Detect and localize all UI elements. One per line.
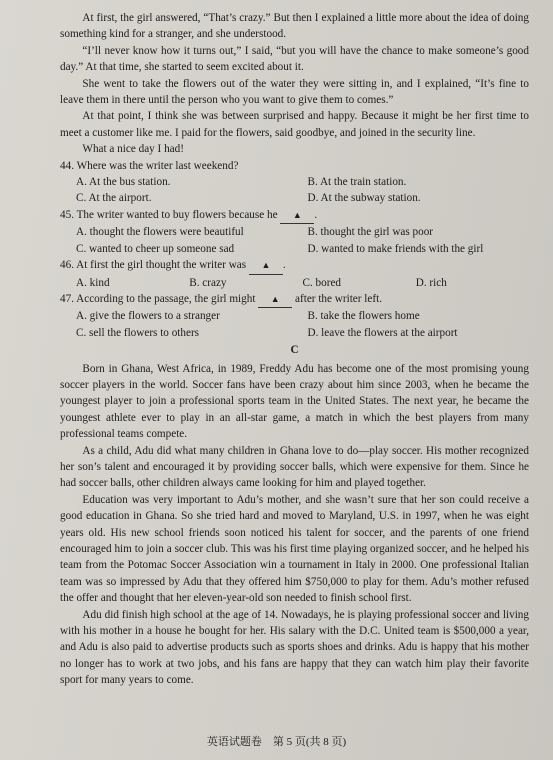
option-a: A. At the bus station. bbox=[76, 176, 171, 189]
question-stem: 46. At first the girl thought the writer was ▲ . bbox=[60, 257, 529, 274]
triangle-icon: ▲ bbox=[292, 209, 302, 220]
question-stem: 47. According to the passage, the girl might ▲ after the writer left. bbox=[60, 291, 529, 308]
option-c: C. bored bbox=[302, 276, 342, 289]
option-a: A. thought the flowers were beautiful bbox=[76, 226, 244, 239]
paragraph: At first, the girl answered, “That’s crazy.” But then I explained a little more about the idea of doing something kind for a stranger, and she understood. bbox=[60, 12, 529, 41]
question-46 bbox=[60, 257, 529, 291]
option-b: B. thought the girl was poor bbox=[307, 226, 434, 239]
option-c: C. sell the flowers to others bbox=[76, 326, 200, 339]
passage-c bbox=[60, 361, 529, 689]
question-45 bbox=[60, 207, 529, 257]
paragraph: Born in Ghana, West Africa, in 1989, Freddy Adu has become one of the most promising young soccer players in the world. Soccer fans have been crazy about him since 2003, when he became the youngest player to join a professional sports team in the United States. The next year, he became the youngest athlete ever to play in an all-star game, a match in which the best players from many professional teams compete. bbox=[60, 362, 529, 441]
option-b: B. take the flowers home bbox=[307, 310, 420, 323]
triangle-icon: ▲ bbox=[261, 260, 271, 271]
page-footer: 英语试题卷 第 5 页(共 8 页) bbox=[206, 735, 347, 748]
options bbox=[60, 174, 529, 207]
passage-b-ending bbox=[60, 10, 529, 158]
option-c: C. wanted to cheer up someone sad bbox=[76, 242, 235, 255]
paragraph: What a nice day I had! bbox=[82, 143, 184, 156]
option-d: D. leave the flowers at the airport bbox=[307, 326, 458, 339]
paragraph: She went to take the flowers out of the water they were sitting in, and I explained, “It’s fine to leave them in there until the person who you want to give them to comes.” bbox=[60, 77, 529, 107]
option-b: B. At the train station. bbox=[307, 176, 407, 189]
options bbox=[60, 275, 529, 291]
answer-blank bbox=[258, 291, 292, 308]
triangle-icon: ▲ bbox=[270, 293, 280, 304]
paragraph: At that point, I think she was between surprised and happy. Because it might be her first time to meet a customer like me. I paid for the flowers, said goodbye, and joined in the security line. bbox=[60, 110, 529, 139]
answer-blank bbox=[280, 207, 314, 224]
paragraph: Education was very important to Adu’s mother, and she wasn’t sure that her son could receive a good education in Ghana. So she tried hard and moved to Maryland, U.S. in 1997, when he was eight years old. His new school friends soon noticed his talent for soccer, and the parents of one friend encouraged him to join a soccer club. This was his first time playing organized soccer, and he helped his team from the Potomac Soccer Association win a tournament in Italy in 2000. One professional Italian team was so impressed by Adu that they offered him $750,000 to play for them. Adu’s mother refused the offer and thought that her eleven-year-old son needed to finish school first. bbox=[60, 493, 529, 605]
options bbox=[60, 224, 529, 257]
option-a: A. give the flowers to a stranger bbox=[76, 310, 220, 323]
option-c: C. At the airport. bbox=[76, 192, 152, 205]
paragraph: Adu did finish high school at the age of 14. Nowadays, he is playing professional soccer and living with his mother in a house he bought for her. His salary with the D.C. United team is $500,000 a year, and Adu is also paid to advertise products such as sports shoes and drinks. Adu is happy that his mother no longer has to work at two jobs, and his fans are happy that they can watch him play their favorite sport for many years to come. bbox=[60, 608, 529, 687]
option-d: D. rich bbox=[415, 276, 447, 289]
question-44 bbox=[60, 158, 529, 207]
options bbox=[60, 308, 529, 341]
question-stem: 44. Where was the writer last weekend? bbox=[60, 159, 239, 172]
paragraph: “I’ll never know how it turns out,” I said, “but you will have the chance to make someone’s good day.” At that time, she started to seem excited about it. bbox=[60, 44, 529, 74]
paragraph: As a child, Adu did what many children in Ghana love to do—play soccer. His mother recognized her son’s talent and encouraged it by providing soccer balls, which were expensive for them. Since he had soccer balls, other children always came looking for him and played together. bbox=[60, 444, 529, 490]
section-heading: C bbox=[290, 344, 299, 357]
question-47 bbox=[60, 291, 529, 341]
option-d: D. wanted to make friends with the girl bbox=[307, 242, 484, 255]
option-a: A. kind bbox=[76, 276, 110, 289]
question-stem: 45. The writer wanted to buy flowers because he ▲ . bbox=[60, 207, 529, 224]
option-b: B. crazy bbox=[189, 276, 227, 289]
option-d: D. At the subway station. bbox=[307, 192, 421, 205]
answer-blank bbox=[249, 257, 283, 274]
